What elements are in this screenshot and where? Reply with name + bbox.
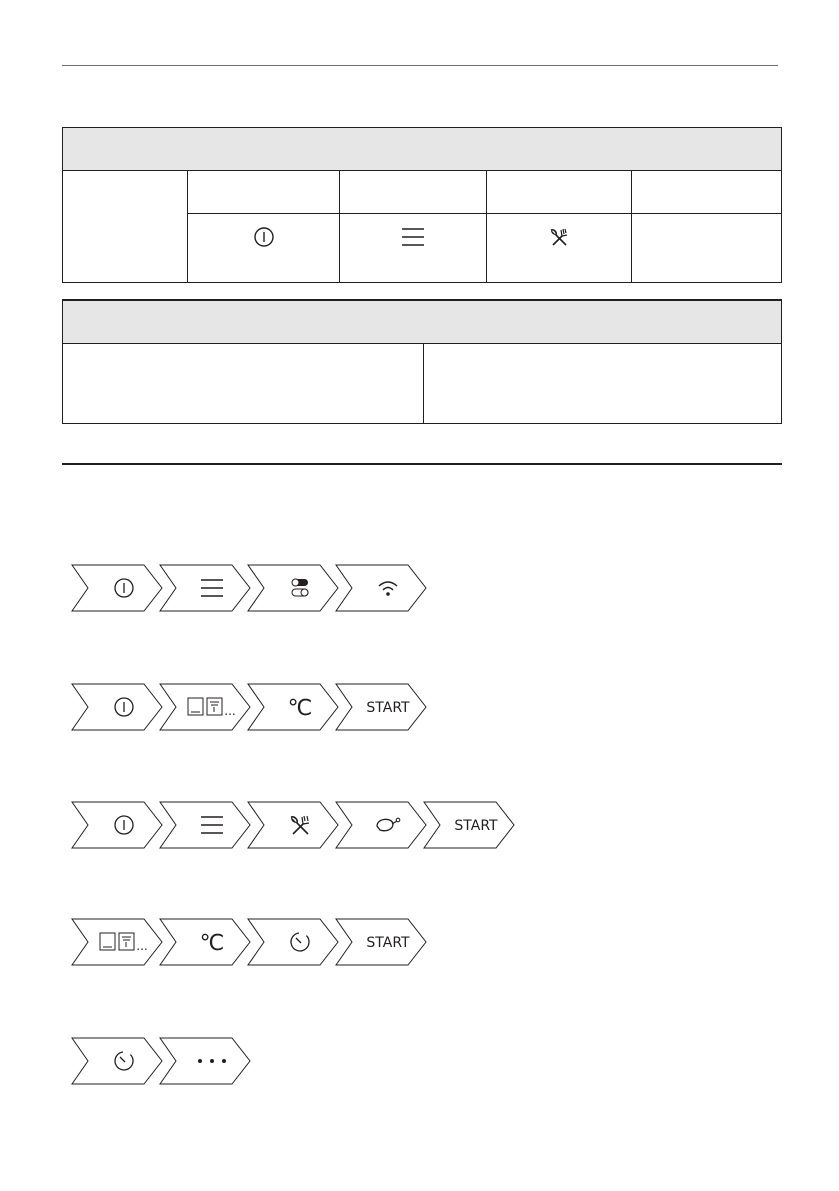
chevron-shape — [160, 1038, 250, 1084]
step-flow-row — [72, 684, 426, 730]
step-chevron[interactable] — [336, 802, 426, 848]
chevron-shape — [248, 919, 338, 965]
start-label: START — [454, 818, 498, 834]
chevron-shape — [160, 684, 250, 730]
step-chevron[interactable] — [336, 684, 426, 730]
chevron-shape — [72, 565, 162, 611]
start-label — [366, 700, 410, 716]
step-chevron[interactable] — [160, 802, 250, 848]
celsius-text: ℃ — [287, 696, 313, 721]
ellipsis-text: ... — [136, 939, 148, 953]
step-chevron[interactable] — [160, 684, 250, 730]
step-chevron[interactable] — [72, 565, 162, 611]
step-flow-row — [72, 1038, 250, 1084]
step-flow-row — [72, 565, 426, 611]
step-chevron[interactable] — [248, 684, 338, 730]
step-chevron[interactable] — [248, 919, 338, 965]
step-chevron[interactable] — [248, 802, 338, 848]
celsius-icon — [200, 931, 225, 956]
chevron-shape — [336, 565, 426, 611]
step-chevron[interactable] — [72, 1038, 162, 1084]
chevron-shape — [72, 1038, 162, 1084]
chevron-shape — [72, 802, 162, 848]
start-label — [454, 818, 498, 834]
step-chevron[interactable] — [336, 919, 426, 965]
start-label: START — [366, 700, 410, 716]
step-chevron[interactable] — [160, 1038, 250, 1084]
chevron-shape — [336, 802, 426, 848]
start-label — [366, 935, 410, 951]
step-chevron[interactable] — [248, 565, 338, 611]
step-flow-row — [72, 802, 514, 848]
step-flow-row — [72, 919, 426, 965]
step-chevron[interactable] — [424, 802, 514, 848]
step-chevron[interactable] — [160, 919, 250, 965]
step-chevron[interactable] — [72, 919, 162, 965]
chevron-shape — [248, 565, 338, 611]
chevron-shape — [72, 919, 162, 965]
start-label: START — [366, 935, 410, 951]
step-chevron[interactable] — [72, 802, 162, 848]
ellipsis-text: ... — [224, 704, 236, 718]
step-chevron[interactable] — [72, 684, 162, 730]
celsius-icon — [288, 696, 313, 721]
step-chevron[interactable] — [336, 565, 426, 611]
celsius-text: ℃ — [199, 931, 225, 956]
step-chevron[interactable] — [160, 565, 250, 611]
chevron-shape — [72, 684, 162, 730]
chevron-shape — [248, 802, 338, 848]
